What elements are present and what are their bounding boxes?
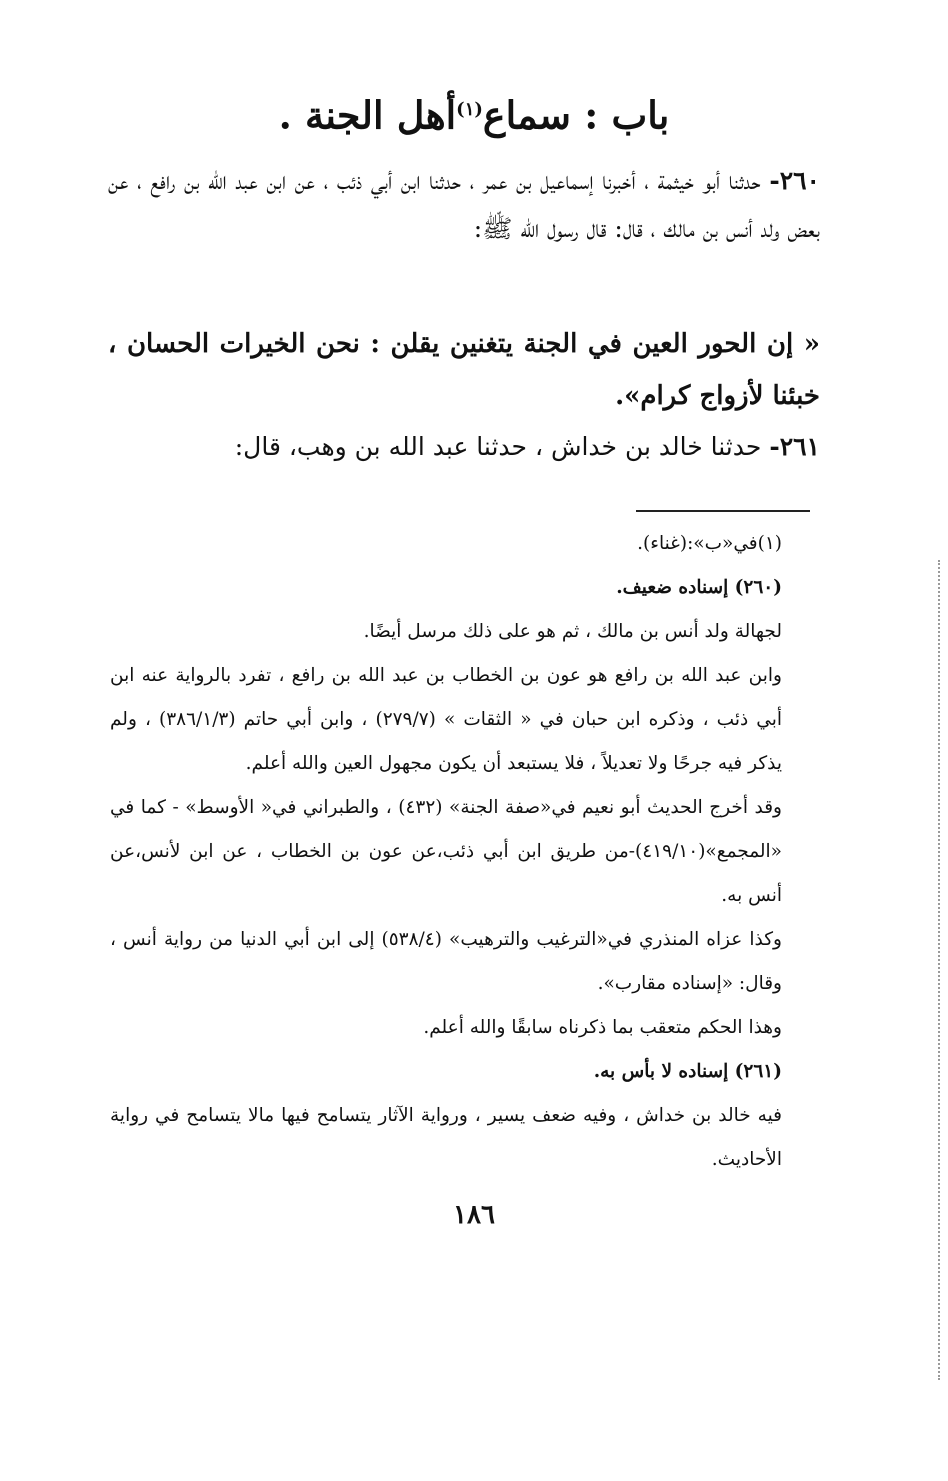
footnote-260-title: (٢٦٠) إسناده ضعيف. [616, 577, 782, 598]
footnote-marker: (١) [456, 99, 483, 120]
chapter-title-prefix: باب : سماع [482, 92, 670, 138]
footnote-260-para-1: لجهالة ولد أنس بن مالك ، ثم هو على ذلك مرسل أيضًا. [363, 621, 782, 642]
hadith-261 [108, 423, 820, 471]
hadith-260-isnad: حدثنا أبو خيثمة ، أخبرنا إسماعيل بن عمر ، حدثنا ابن أبي ذئب ، عن ابن عبد الله بن رافع ، عن بعض ولد أنس بن مالك ، قال: قال رسول الله ﷺ: [108, 166, 820, 243]
chapter-title [0, 80, 948, 146]
footnote-260-para-2: وابن عبد الله بن رافع هو عون بن الخطاب بن عبد الله بن رافع ، تفرد بالرواية عنه ابن أبي ذئب ، وذكره ابن حبان في « الثقات » (٢٧٩/٧) ، وابن أبي حاتم (٣٨٦/١/٣) ، ولم يذكر فيه جرحًا ولا تعديلاً ، فلا يستبعد أن يكون مجهول العين والله أعلم. [110, 665, 782, 774]
hadith-261-number: ٢٦١- [769, 432, 820, 461]
footnote-260-para-5: وهذا الحكم متعقب بما ذكرناه سابقًا والله أعلم. [423, 1017, 782, 1038]
scan-edge-dots [936, 560, 940, 1380]
hadith-260-number: ٢٦٠- [769, 166, 820, 195]
footnote-separator [636, 510, 810, 512]
page-number: ١٨٦ [453, 1200, 495, 1230]
footnote-260-para-3: وقد أخرج الحديث أبو نعيم في«صفة الجنة» (٤٣٢) ، والطبراني في« الأوسط» - كما في «المجمع»(٤١٩/١٠)-من طريق ابن أبي ذئب،عن عون بن الخطاب ، عن ابن لأنس،عن أنس به. [110, 797, 782, 906]
footnote-260-para-4: وكذا عزاه المنذري في«الترغيب والترهيب» (٥٣٨/٤) إلى ابن أبي الدنيا من رواية أنس ، وقال: «إسناده مقارب». [110, 929, 782, 994]
hadith-261-isnad: حدثنا خالد بن خداش ، حدثنا عبد الله بن وهب، قال: [234, 432, 762, 461]
footnotes [110, 522, 810, 1182]
footnote-1: (١)في«ب»:(غناء). [637, 533, 782, 554]
chapter-title-suffix: أهل الجنة . [278, 92, 457, 138]
hadith-260-matn: « إن الحور العين في الجنة يتغنين يقلن : نحن الخيرات الحسان ، خبئنا لأزواج كرام». [108, 329, 820, 411]
footnote-261-title: (٢٦١) إسناده لا بأس به. [593, 1061, 782, 1082]
hadith-260 [108, 157, 820, 253]
footnote-261-para-1: فيه خالد بن خداش ، وفيه ضعف يسير ، ورواية الآثار يتسامح فيها مالا يتسامح في رواية الأحاديث. [110, 1105, 782, 1170]
